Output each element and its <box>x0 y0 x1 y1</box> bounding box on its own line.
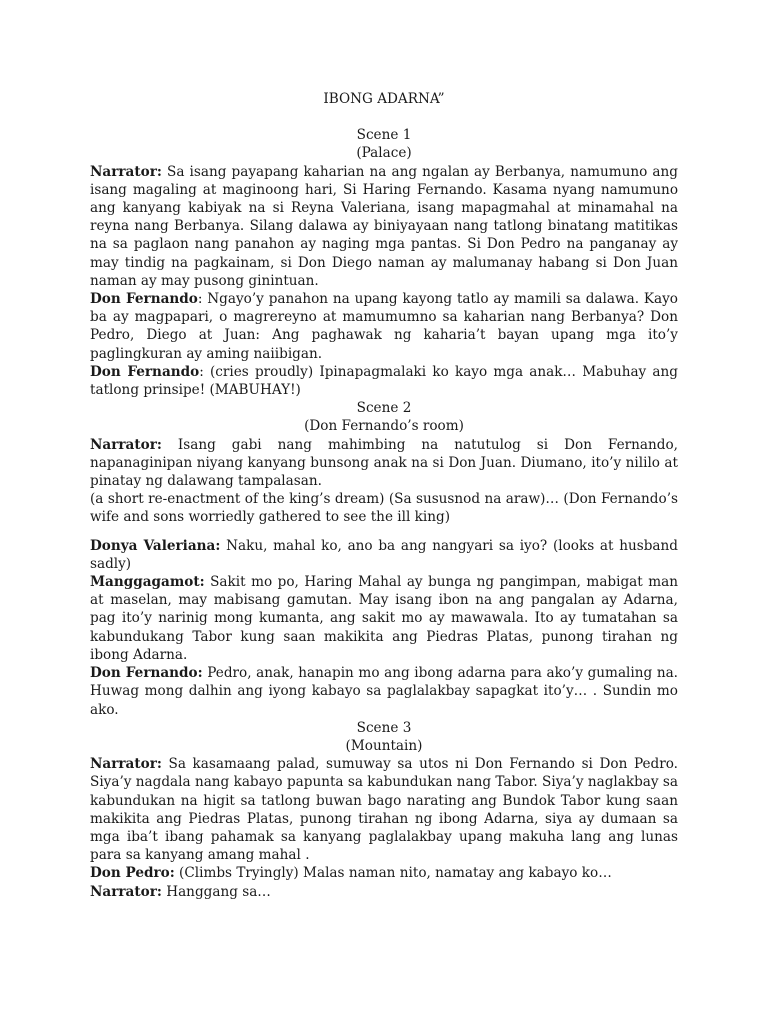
scene-1-line-3 <box>90 363 678 399</box>
scene-3-line-1 <box>90 755 678 864</box>
dialogue-text: Sa kasamaang palad, sumuway sa utos ni Don Fernando si Don Pedro. Siya’y nagdala nang kabayo papunta sa kabundukan nang Tabor. Siya’y naglakbay sa kabundukan na higit sa tatlong buwan bago narating ang Bundok Tabor kung saan makikita ang Piedras Platas, punong tirahan ng ibong Adarna, siya ay dumaan sa mga iba’t ibang pahamak sa kanyang paglalakbay upang makuha lang ang lunas para sa kanyang amang mahal . <box>90 756 678 864</box>
scene-1-line-1 <box>90 163 678 290</box>
scene-2-narration <box>90 436 678 491</box>
speaker-label: Narrator: <box>90 436 162 453</box>
scene-2-line-2 <box>90 573 678 664</box>
speaker-label: Manggagamot: <box>90 574 205 591</box>
scene-3-place: (Mountain) <box>345 737 423 754</box>
scene-3-heading: Scene 3 <box>356 719 412 736</box>
scene-2-heading: Scene 2 <box>356 400 412 417</box>
scene-1-heading: Scene 1 <box>356 127 412 144</box>
scene-1-line-2 <box>90 290 678 363</box>
dialogue-text: Hanggang sa… <box>161 883 271 900</box>
dialogue-text: (Climbs Tryingly) Malas naman nito, namatay ang kabayo ko… <box>174 865 612 882</box>
speaker-label: Donya Valeriana: <box>90 537 221 554</box>
dialogue-text: Pedro, anak, hanapin mo ang ibong adarna para ako’y gumaling na. Huwag mong dalhin ang iyong kabayo sa paglalakbay sapagkat ito’y… . Sundin mo ako. <box>90 665 678 718</box>
document-page <box>90 90 678 901</box>
scene-2-line-1 <box>90 537 678 573</box>
speaker-label: Narrator: <box>90 756 162 773</box>
dialogue-text: : Ngayo’y panahon na upang kayong tatlo ay mamili sa dalawa. Kayo ba ay magpapari, o magrereyno at mamumumno sa kaharian nang Berbanya? Don Pedro, Diego at Juan: Ang paghawak ng kaharia’t bayan upang mga ito’y paglingkuran ay aming naiibigan. <box>90 291 678 362</box>
speaker-label: Don Fernando <box>90 363 200 380</box>
speaker-label: Don Fernando: <box>90 665 203 682</box>
speaker-label: Narrator: <box>90 163 162 180</box>
scene-1-place: (Palace) <box>356 145 412 162</box>
scene-2-line-3 <box>90 664 678 719</box>
scene-2-place: (Don Fernando’s room) <box>304 418 464 435</box>
dialogue-text: Sakit mo po, Haring Mahal ay bunga ng pangimpan, mabigat man at maselan, may mabisang gamutan. May isang ibon na ang pangalan ay Adarna, pag ito’y narinig mong kumanta, ang sakit mo ay mawawala. Ito ay tumatahan sa kabundukang Tabor kung saan makikita ang Piedras Platas, punong tirahan ng ibong Adarna. <box>90 574 678 663</box>
speaker-label: Don Fernando <box>90 291 198 308</box>
scene-2-stage-direction: (a short re-enactment of the king’s dream) (Sa sususnod na araw)… (Don Fernando’s wife and sons worriedly gathered to see the ill king) <box>90 491 678 526</box>
document-title: IBONG ADARNA” <box>323 91 445 107</box>
dialogue-text: : (cries proudly) Ipinapagmalaki ko kayo mga anak… Mabuhay ang tatlong prinsipe! (MABUHAY!) <box>90 363 678 399</box>
dialogue-text: Naku, mahal ko, ano ba ang nangyari sa iyo? (looks at husband sadly) <box>90 537 678 572</box>
speaker-label: Narrator: <box>90 883 162 900</box>
scene-3-line-3 <box>90 883 678 901</box>
dialogue-text: Isang gabi nang mahimbing na natutulog si Don Fernando, napanaginipan niyang kanyang bunsong anak na si Don Juan. Diumano, ito’y nililo at pinatay ng dalawang tampalasan. <box>90 436 678 490</box>
dialogue-text: Sa isang payapang kaharian na ang ngalan ay Berbanya, namumuno ang isang magaling at maginoong hari, Si Haring Fernando. Kasama nyang namumuno ang kanyang kabiyak na si Reyna Valeriana, isang mapagmahal at minamahal na reyna nang Berbanya. Silang dalawa ay biniyayaan nang tatlong binatang matitikas na sa paglaon nang panahon ay naging mga pantas. Si Don Pedro na panganay ay may tindig na pagkainam, si Don Diego naman ay malumanay habang si Don Juan naman ay may pusong ginintuan. <box>90 163 678 289</box>
scene-3-line-2 <box>90 864 678 882</box>
speaker-label: Don Pedro: <box>90 865 175 882</box>
